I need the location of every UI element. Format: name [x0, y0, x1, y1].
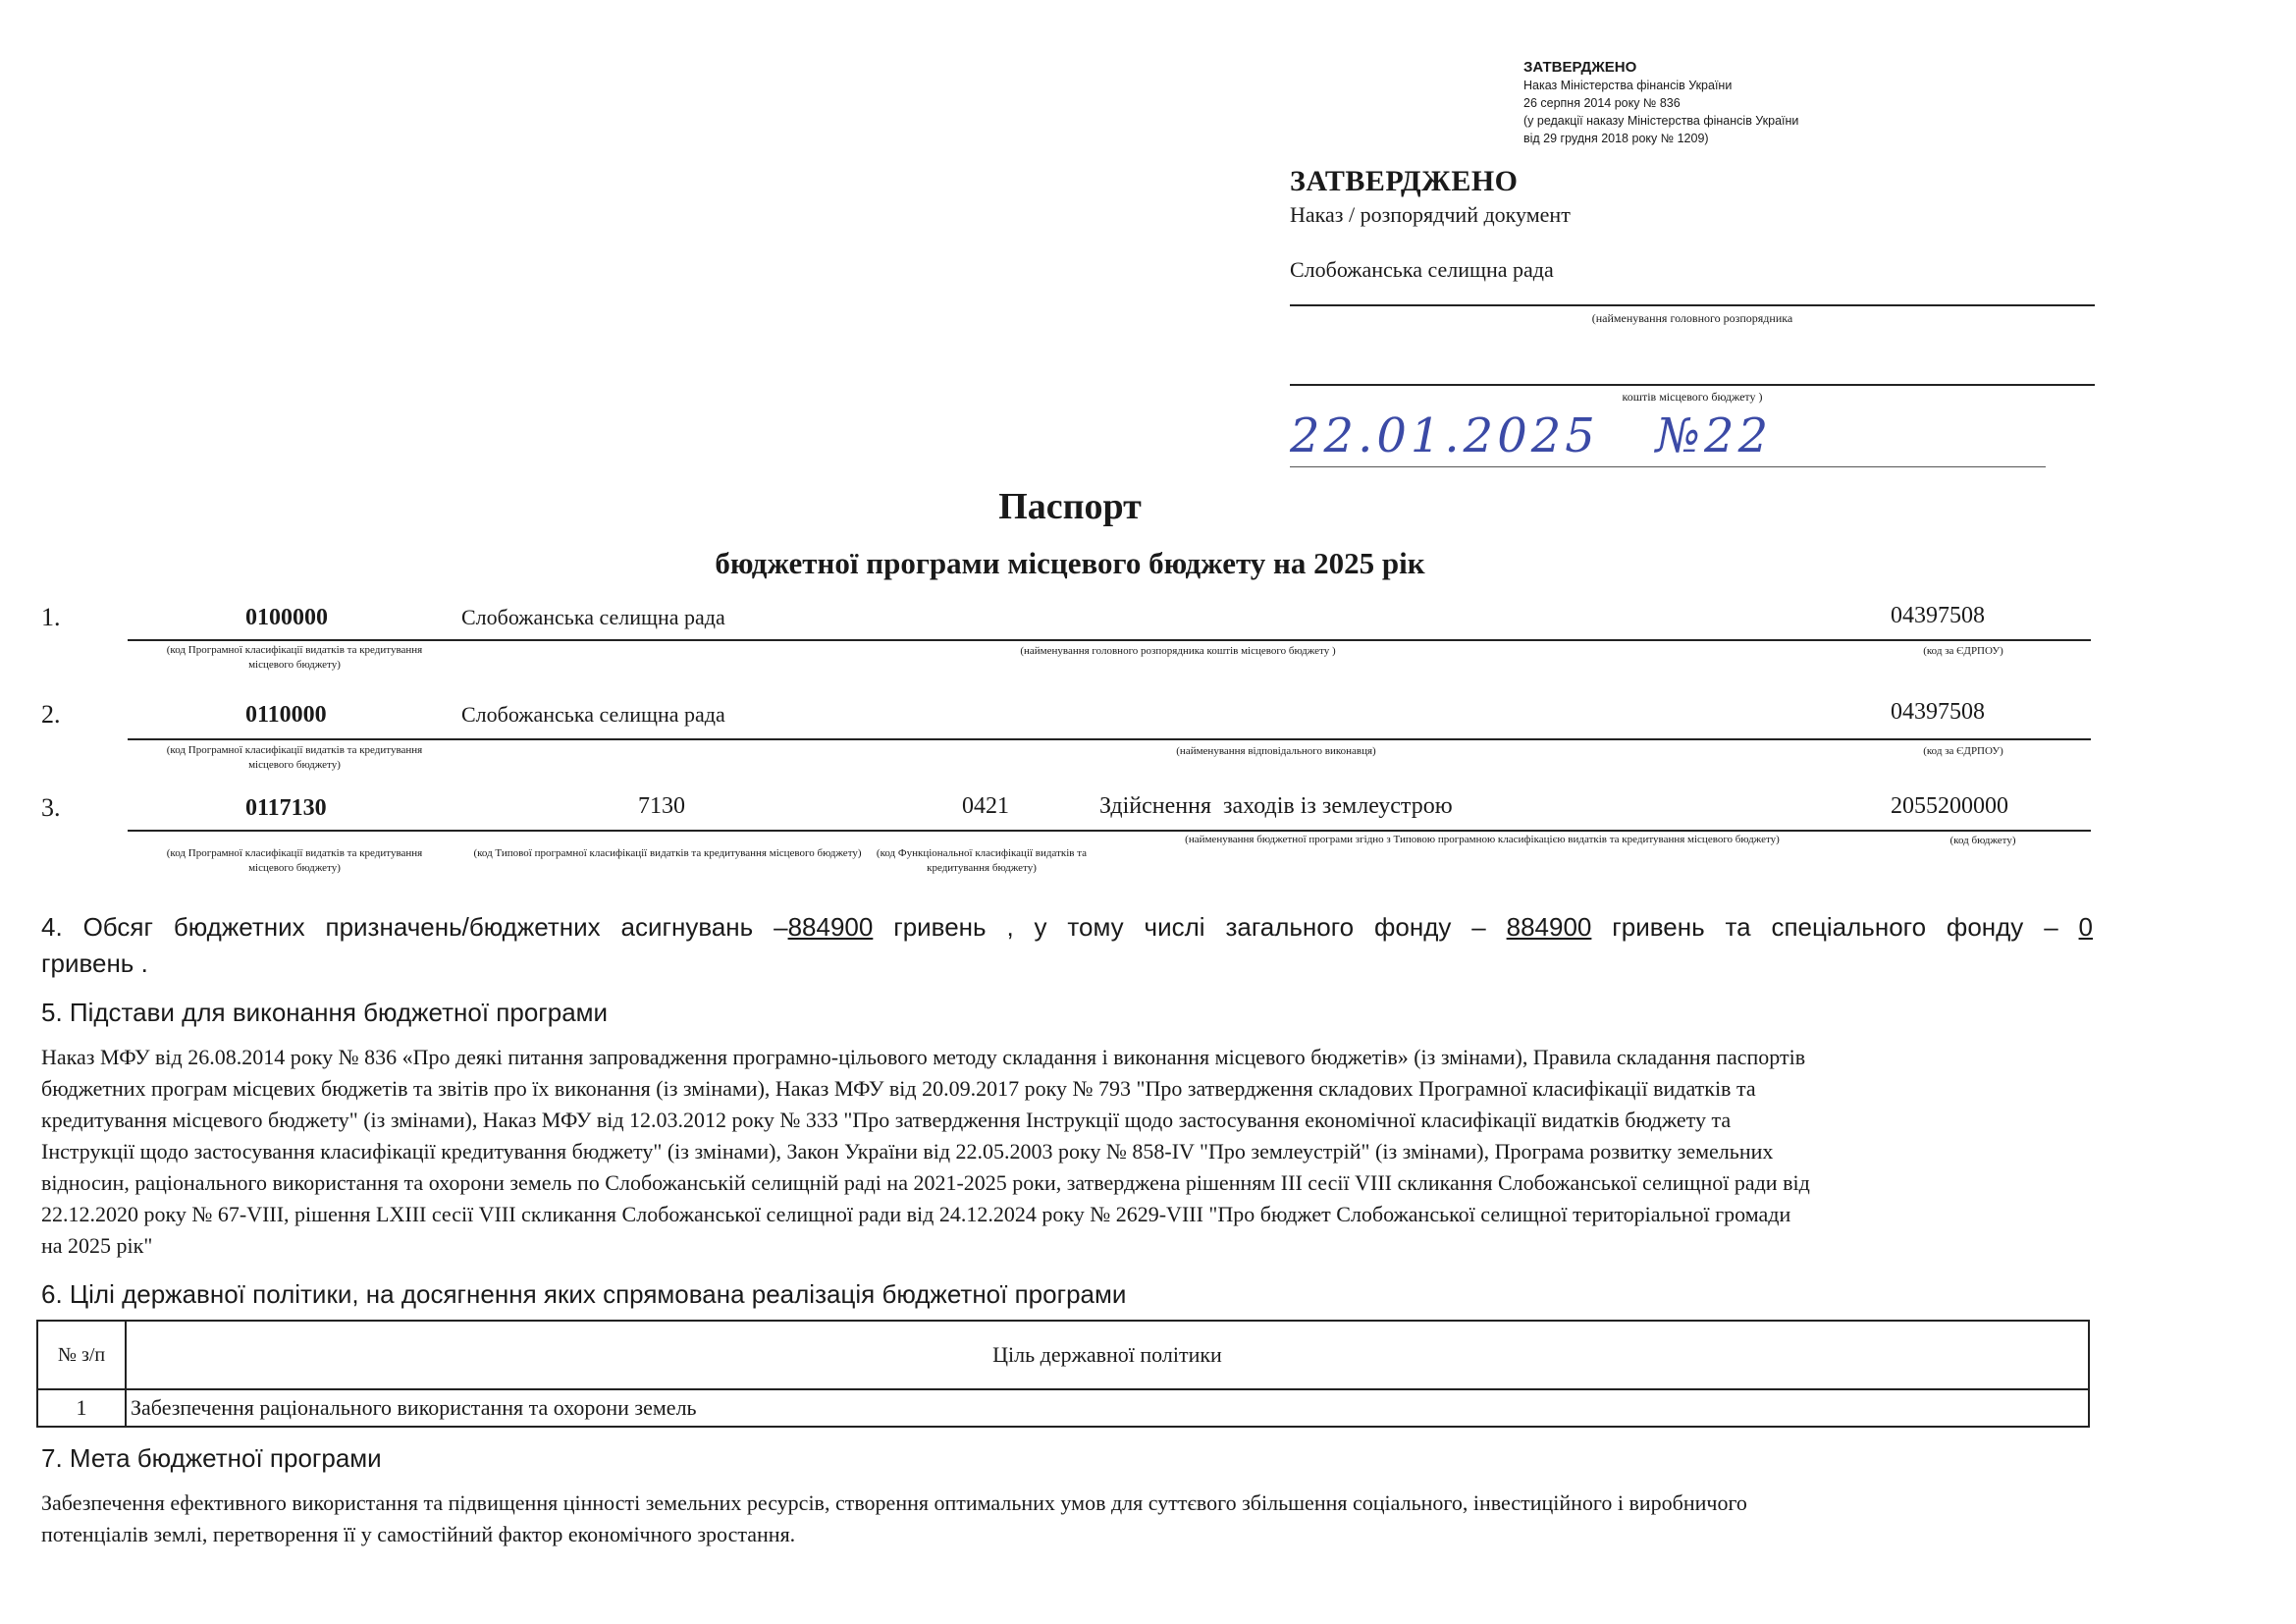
divider [1290, 384, 2095, 386]
legal-basis-text [41, 1042, 2103, 1262]
caption: (код Типової програмної класифікації видатків та кредитування місцевого бюджету) [473, 847, 862, 859]
ministry-approval-block [1523, 59, 1798, 147]
caption: (найменування головного розпорядника коштів місцевого бюджету ) [1020, 645, 1336, 657]
divider [128, 639, 2091, 641]
edrpou-code: 04397508 [1891, 699, 1985, 725]
approval-title: ЗАТВЕРДЖЕНО [1290, 165, 1519, 197]
table-row [37, 1389, 2089, 1427]
caption: (код Програмної класифікації видатків та кредитування місцевого бюджету) [166, 847, 423, 874]
page-title: Паспорт [998, 486, 1142, 527]
caption: (код за ЄДРПОУ) [1923, 645, 2003, 657]
table-header-row [37, 1321, 2089, 1389]
text-line: кредитування місцевого бюджету" (із змінами), Наказ МФУ від 12.03.2012 року № 333 "Про затвердження Інструкції щодо застосування економічної класифікації видатків бюджету та [41, 1108, 1732, 1132]
program-name: Здійснення заходів із землеустрою [1099, 793, 1453, 819]
divider [1290, 466, 2046, 467]
caption: (найменування бюджетної програми згідно з Типовою програмною класифікацією видатків та кредитування місцевого бюджету) [1185, 834, 1780, 845]
item-number: 1. [41, 603, 61, 631]
row-goal: Забезпечення раціонального використання та охорони земель [126, 1389, 2089, 1427]
program-code: 0110000 [245, 702, 327, 728]
general-fund-amount: 884900 [1506, 912, 1592, 942]
text-line: на 2025 рік" [41, 1233, 153, 1258]
budget-volume-text: гривень , у тому числі загального фонду – [873, 912, 1507, 942]
main-manager-name: Слобожанська селищна рада [461, 605, 725, 629]
caption: (код Програмної класифікації видатків та кредитування місцевого бюджету) [166, 744, 423, 771]
divider [128, 830, 2091, 832]
typical-program-code: 7130 [638, 793, 685, 819]
item-number: 2. [41, 700, 61, 729]
divider [128, 738, 2091, 740]
program-code: 0100000 [245, 605, 328, 630]
ministry-approval-line: від 29 грудня 2018 року № 1209) [1523, 132, 1709, 145]
page-subtitle: бюджетної програми місцевого бюджету на 2025 рік [715, 546, 1425, 580]
total-amount: 884900 [787, 912, 874, 942]
text-line: бюджетних програм місцевих бюджетів та звітів про їх виконання (із змінами), Наказ МФУ від 20.09.2017 року № 793 "Про затвердження складових Програмної класифікації видатків та [41, 1076, 1756, 1101]
text-line: відносин, раціонального використання та охорони земель по Слобожанській селищній раді на 2021-2025 роки, затверджена рішенням ІІІ сесії VIII скликання Слобожанської селищної ради від [41, 1170, 1810, 1195]
ministry-approval-line: Наказ Міністерства фінансів України [1523, 79, 1733, 92]
caption: (код бюджету) [1949, 835, 2016, 846]
section-heading: 7. Мета бюджетної програми [41, 1443, 382, 1473]
text-line: потенціалів землі, перетворення її у самостійний фактор економічного зростання. [41, 1522, 796, 1546]
budget-volume-text: гривень . [41, 948, 148, 978]
caption: (код Функціональної класифікації видатків та кредитування бюджету) [876, 847, 1088, 874]
budget-volume-text: 4. Обсяг бюджетних призначень/бюджетних асигнувань – [41, 912, 788, 942]
special-fund-amount: 0 [2078, 912, 2094, 942]
functional-code: 0421 [962, 793, 1009, 819]
section-heading: 5. Підстави для виконання бюджетної програми [41, 998, 609, 1027]
ministry-approval-title: ЗАТВЕРДЖЕНО [1523, 59, 1637, 76]
policy-goals-table [36, 1320, 2090, 1428]
budget-volume-line [41, 907, 2093, 947]
program-purpose-text [41, 1488, 2103, 1550]
approval-doc-type: Наказ / розпорядчий документ [1290, 202, 1571, 227]
approval-organization: Слобожанська селищна рада [1290, 257, 1554, 282]
approval-caption: (найменування головного розпорядника [1591, 311, 1793, 325]
program-code: 0117130 [245, 795, 327, 821]
budget-code: 2055200000 [1891, 793, 2008, 819]
caption: (код Програмної класифікації видатків та кредитування місцевого бюджету) [166, 644, 423, 671]
divider [1290, 304, 2095, 306]
ministry-approval-line: 26 серпня 2014 року № 836 [1523, 96, 1681, 110]
caption: (код за ЄДРПОУ) [1923, 745, 2003, 757]
caption: (найменування відповідального виконавця) [1176, 745, 1376, 757]
text-line: Наказ МФУ від 26.08.2014 року № 836 «Про деякі питання запровадження програмно-цільового методу складання і виконання місцевого бюджетів» (із змінами), Правила складання паспортів [41, 1045, 1806, 1069]
text-line: Забезпечення ефективного використання та підвищення цінності земельних ресурсів, створення оптимальних умов для суттєвого збільшення соціального, інвестиційного і виробничого [41, 1490, 1747, 1515]
handwritten-date-number: 22.01.2025 №22 [1290, 408, 1773, 463]
text-line: Інструкції щодо застосування класифікації кредитування бюджету" (із змінами), Закон України від 22.05.2003 року № 858-IV "Про землеустрій" (із змінами), Програма розвитку земельних [41, 1139, 1774, 1164]
column-header-number: № з/п [37, 1321, 126, 1389]
section-heading: 6. Цілі державної політики, на досягнення яких спрямована реалізація бюджетної програми [41, 1279, 1127, 1309]
edrpou-code: 04397508 [1891, 603, 1985, 628]
budget-volume-text: гривень та спеціального фонду – [1591, 912, 2079, 942]
row-number: 1 [37, 1389, 126, 1427]
local-approval-block [1290, 165, 2095, 479]
approval-caption: коштів місцевого бюджету ) [1622, 390, 1763, 404]
ministry-approval-line: (у редакції наказу Міністерства фінансів України [1523, 114, 1799, 128]
column-header-goal: Ціль державної політики [126, 1321, 2089, 1389]
item-number: 3. [41, 793, 61, 822]
executor-name: Слобожанська селищна рада [461, 702, 725, 727]
text-line: 22.12.2020 року № 67-VIII, рішення LXIII сесії VIII скликання Слобожанської селищної ради від 24.12.2024 року № 2629-VIII "Про бюджет Слобожанської селищної територіальної громади [41, 1202, 1791, 1226]
